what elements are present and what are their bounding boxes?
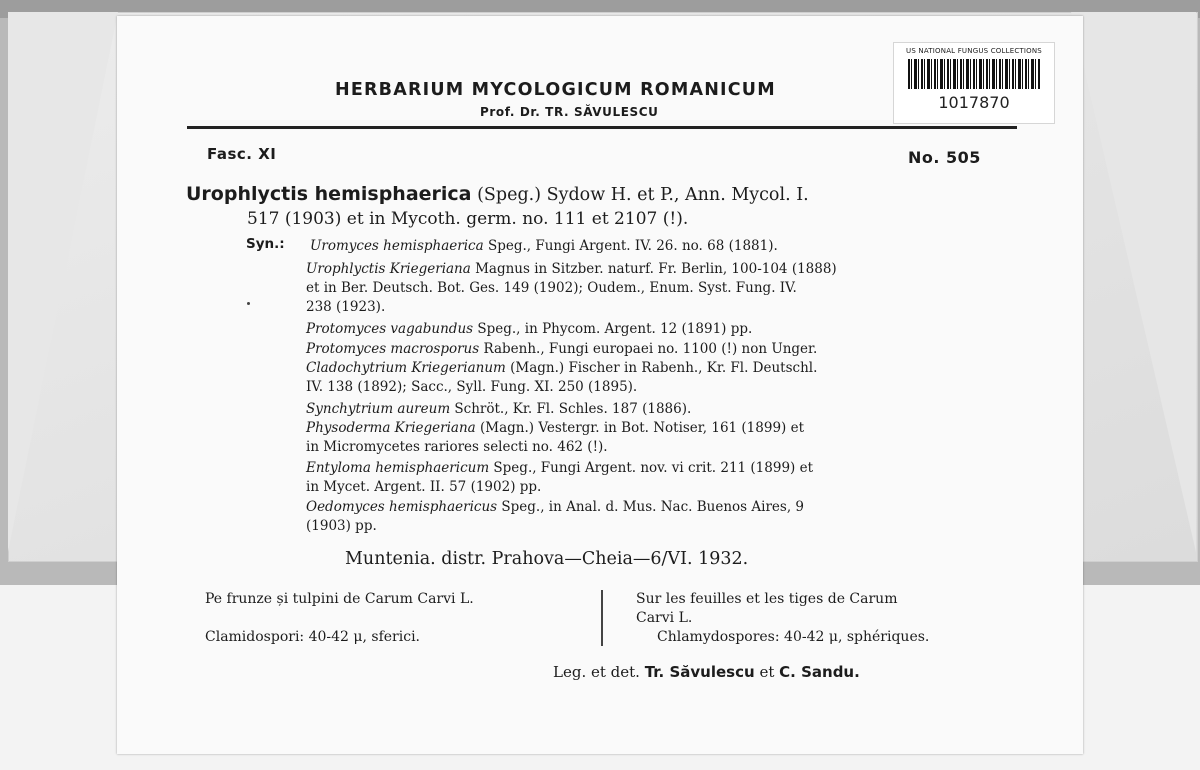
- synonym-line: Uromyces hemisphaerica Speg., Fungi Argent. IV. 26. no. 68 (1881).: [310, 238, 778, 254]
- envelope-fold-right: [1071, 12, 1196, 552]
- collection-locality: Muntenia. distr. Prahova—Cheia—6/VI. 1932.: [345, 549, 749, 569]
- specimen-number: No. 505: [908, 148, 981, 167]
- synonym-line: et in Ber. Deutsch. Bot. Ges. 149 (1902); Oudem., Enum. Syst. Fung. IV.: [306, 280, 797, 296]
- column-divider: [601, 590, 603, 646]
- synonym-line: 238 (1923).: [306, 299, 386, 315]
- synonym-line: Oedomyces hemisphaericus Speg., in Anal. d. Mus. Nac. Buenos Aires, 9: [306, 499, 804, 515]
- synonym-line: Cladochytrium Kriegerianum (Magn.) Fischer in Rabenh., Kr. Fl. Deutschl.: [306, 360, 818, 376]
- barcode-icon: [908, 59, 1040, 89]
- synonym-line: Physoderma Kriegeriana (Magn.) Vestergr. in Bot. Notiser, 161 (1899) et: [306, 420, 805, 436]
- synonym-line: Protomyces vagabundus Speg., in Phycom. Argent. 12 (1891) pp.: [306, 321, 753, 337]
- herbarium-subtitle: Prof. Dr. TR. SĂVULESCU: [480, 105, 659, 119]
- barcode-institution: US NATIONAL FUNGUS COLLECTIONS: [906, 47, 1042, 55]
- taxon-name: Urophlyctis hemisphaerica: [186, 183, 472, 205]
- ink-dot: [247, 302, 250, 305]
- host-french-line2: Carvi L.: [636, 610, 693, 626]
- synonym-line: in Mycet. Argent. II. 57 (1902) pp.: [306, 479, 542, 495]
- synonym-line: Synchytrium aureum Schröt., Kr. Fl. Schles. 187 (1886).: [306, 401, 692, 417]
- herbarium-title: HERBARIUM MYCOLOGICUM ROMANICUM: [335, 80, 776, 100]
- synonyms-label: Syn.:: [246, 236, 285, 252]
- taxon-authority-continued: 517 (1903) et in Mycoth. germ. no. 111 et 2107 (!).: [247, 209, 689, 229]
- fascicle-number: Fasc. XI: [207, 145, 277, 163]
- header-rule: [187, 126, 1017, 129]
- spores-romanian: Clamidospori: 40-42 μ, sferici.: [205, 629, 420, 645]
- synonym-line: Entyloma hemisphaericum Speg., Fungi Argent. nov. vi crit. 211 (1899) et: [306, 460, 814, 476]
- collector-name-1: Tr. Săvulescu: [644, 663, 755, 681]
- host-french-line1: Sur les feuilles et les tiges de Carum: [636, 591, 898, 607]
- host-romanian: Pe frunze și tulpini de Carum Carvi L.: [205, 591, 474, 607]
- synonym-line: in Micromycetes rariores selecti no. 462 (!).: [306, 439, 608, 455]
- barcode-label: [893, 42, 1055, 124]
- collector-line: Leg. et det. Tr. Săvulescu et C. Sandu.: [553, 663, 860, 681]
- synonym-line: (1903) pp.: [306, 518, 377, 534]
- spores-french: Chlamydospores: 40-42 μ, sphériques.: [657, 629, 930, 645]
- synonym-line: IV. 138 (1892); Sacc., Syll. Fung. XI. 250 (1895).: [306, 379, 638, 395]
- barcode-number: 1017870: [938, 93, 1010, 112]
- taxon-authority: (Speg.) Sydow H. et P., Ann. Mycol. I.: [477, 185, 809, 205]
- taxon-line: [186, 183, 809, 205]
- synonym-line: Urophlyctis Kriegeriana Magnus in Sitzber. naturf. Fr. Berlin, 100-104 (1888): [306, 261, 837, 277]
- collector-name-2: C. Sandu.: [779, 663, 860, 681]
- synonym-line: Protomyces macrosporus Rabenh., Fungi europaei no. 1100 (!) non Unger.: [306, 341, 818, 357]
- envelope-fold-left: [8, 12, 118, 552]
